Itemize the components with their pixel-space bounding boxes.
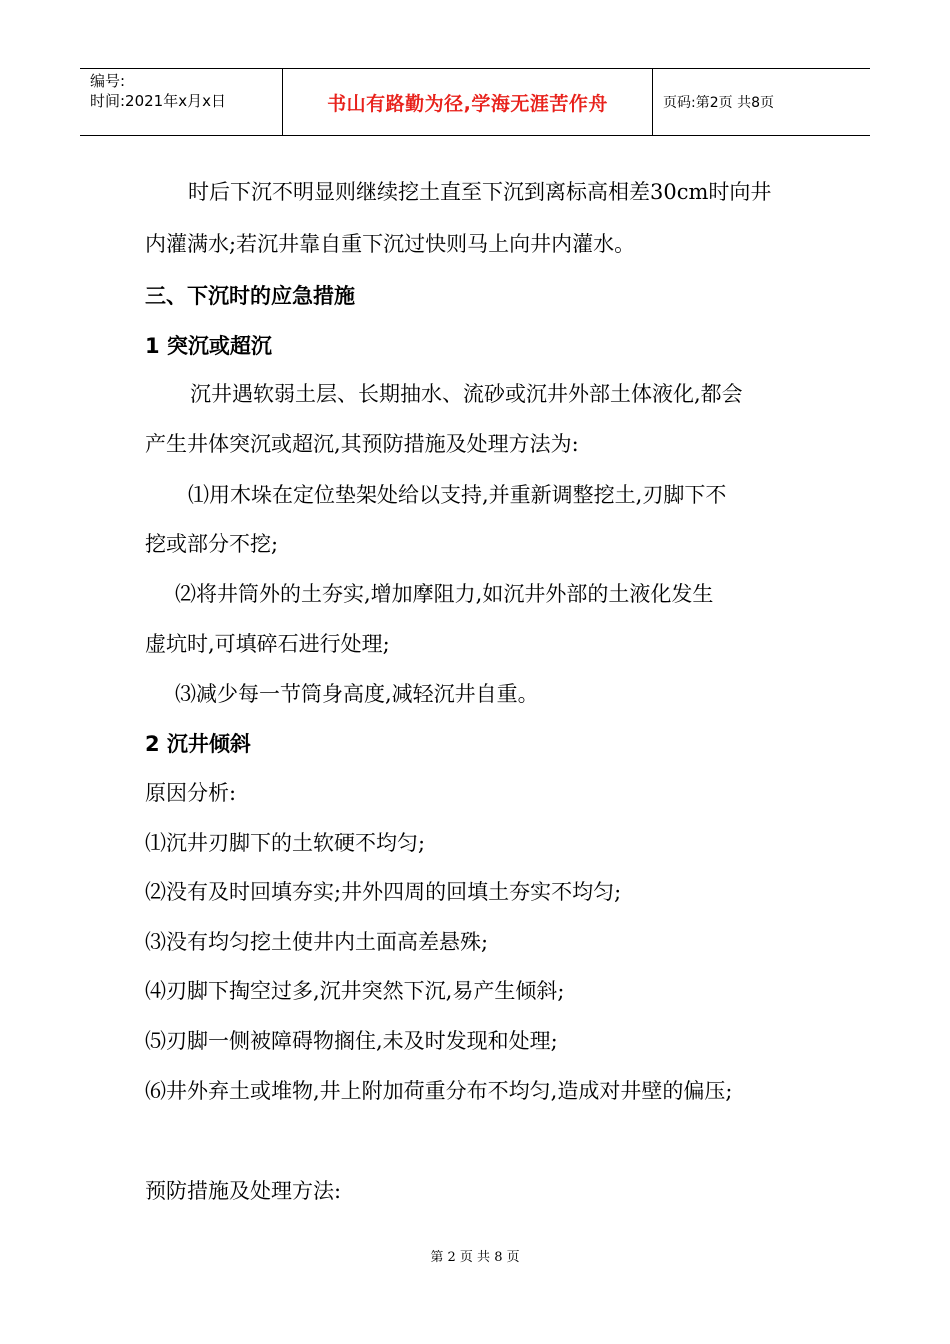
para2-line2: 产生井体突沉或超沉,其预防措施及处理方法为: (145, 432, 579, 456)
cause-item: ⑷刃脚下掏空过多,沉井突然下沉,易产生倾斜; (145, 979, 565, 1003)
para1-line1: 时后下沉不明显则继续挖土直至下沉到离标高相差30cm时向井 (188, 180, 772, 204)
section3-title: 三、下沉时的应急措施 (145, 284, 355, 308)
cause-item: ⑴沉井刃脚下的土软硬不均匀; (145, 831, 426, 855)
item1-line1: ⑴用木垛在定位垫架处给以支持,并重新调整挖土,刃脚下不 (188, 483, 727, 507)
header-left-cell (80, 69, 283, 135)
cause-item: ⑶没有均匀挖土使井内土面高差悬殊; (145, 930, 489, 954)
header-page-info: 页码:第2页 共8页 (663, 95, 774, 111)
item1-line2: 挖或部分不挖; (145, 532, 279, 556)
date-label: 时间:2021年x月x日 (90, 92, 226, 110)
page-footer: 第 2 页 共 8 页 (430, 1250, 520, 1265)
cause-label: 原因分析: (145, 781, 237, 805)
page-header (80, 68, 870, 136)
sub2-title: 2 沉井倾斜 (145, 732, 251, 756)
para2-line1: 沉井遇软弱土层、长期抽水、流砂或沉井外部土体液化,都会 (190, 382, 743, 406)
item2-line1: ⑵将井筒外的土夯实,增加摩阻力,如沉井外部的土液化发生 (175, 582, 714, 606)
cause-item: ⑵没有及时回填夯实;井外四周的回填土夯实不均匀; (145, 880, 622, 904)
prevention-label: 预防措施及处理方法: (145, 1179, 342, 1203)
header-motto: 书山有路勤为径,学海无涯苦作舟 (283, 69, 653, 135)
number-label: 编号: (90, 72, 126, 90)
para1-line2: 内灌满水;若沉井靠自重下沉过快则马上向井内灌水。 (145, 232, 636, 256)
cause-item: ⑸刃脚一侧被障碍物搁住,未及时发现和处理; (145, 1029, 558, 1053)
item2-line2: 虚坑时,可填碎石进行处理; (145, 632, 390, 656)
cause-item: ⑹井外弃土或堆物,井上附加荷重分布不均匀,造成对井壁的偏压; (145, 1079, 733, 1103)
sub1-title: 1 突沉或超沉 (145, 334, 272, 358)
item3: ⑶减少每一节筒身高度,减轻沉井自重。 (175, 682, 539, 706)
